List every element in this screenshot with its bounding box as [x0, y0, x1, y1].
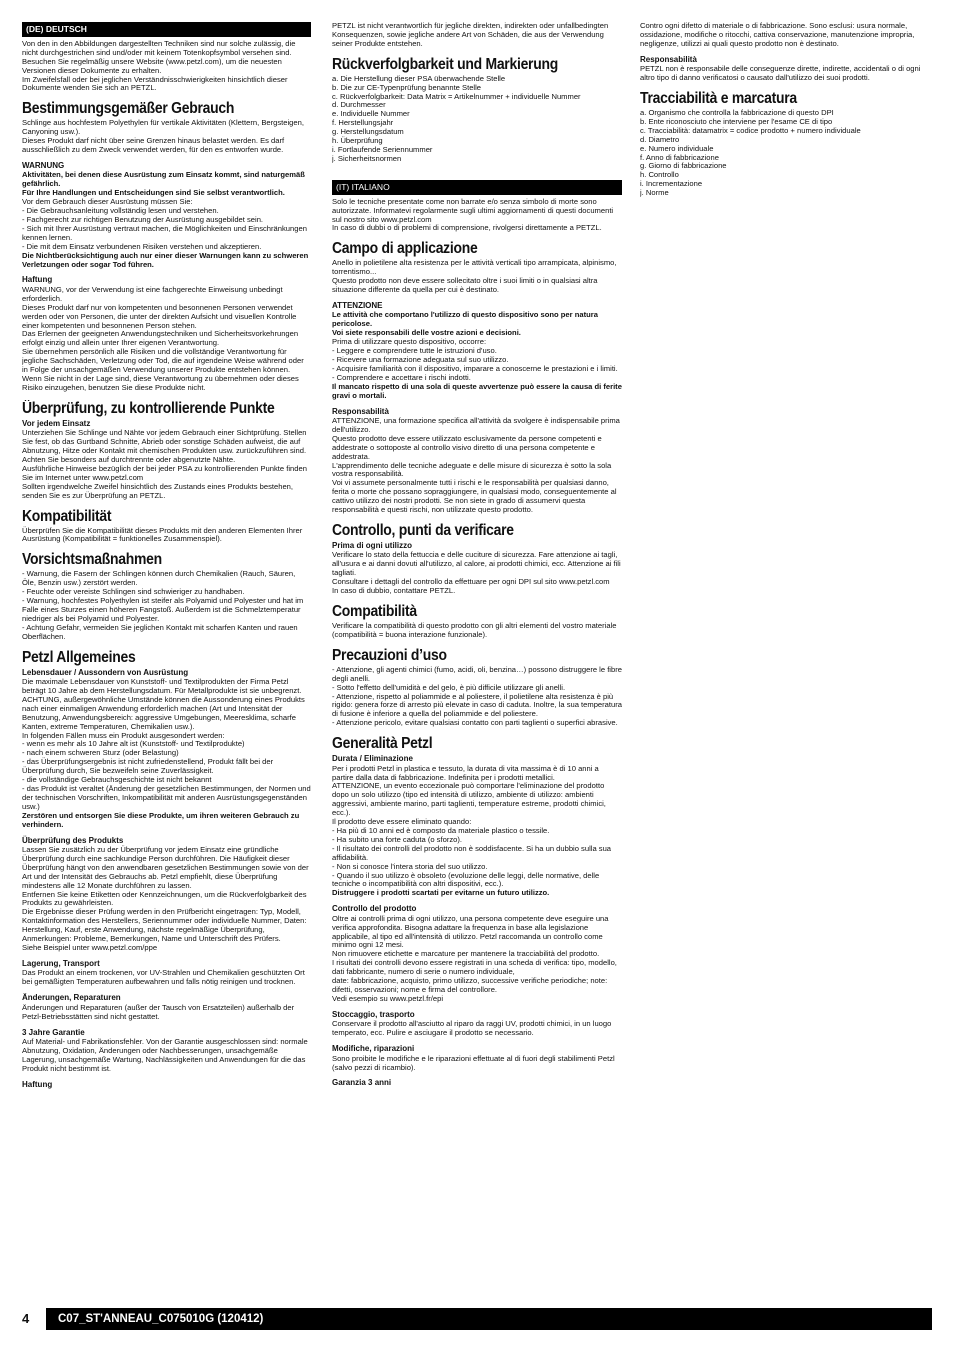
it-modifications-text: Sono proibite le modifiche e le riparazioni effettuate al di fuori degli stabilimenti Petzl (salvo pezzi di ricambio).: [332, 1053, 615, 1072]
de-storage-text: Das Produkt an einem trockenen, vor UV-Strahlen und Chemikalien geschützten Ort bei gemäßigten Temperaturen aufbewahren und falls nötig reinigen und trocknen.: [22, 968, 305, 987]
it-heading-general: Generalità Petzl: [332, 735, 433, 753]
column-german: [22, 22, 311, 1090]
it-check-subheading: Prima di ogni utilizzo: [332, 540, 412, 550]
de-traceability-list: a. Die Herstellung dieser PSA überwachende Stelle b. Die zur CE-Typenprüfung benannte Stelle c. Rückverfolgbarkeit: Data Matrix = Artikelnummer + individuelle Nummer d. Durchmesser e. Individuelle Nummer f. Herstellungsjahr g. Herstellungsdatum h. Überprüfung i. Fortlaufende Seriennummer j. Sicherheitsnormen: [332, 73, 581, 163]
de-modifications-heading: Änderungen, Reparaturen: [22, 993, 121, 1003]
it-responsibility-2-text: PETZL non è responsabile delle conseguenze dirette, indirette, accidentali o di ogni altro tipo di danno verificatosi o causato dall'utilizzo dei suoi prodotti.: [640, 64, 921, 83]
it-warning-heading: ATTENZIONE: [332, 300, 383, 310]
de-lifetime-text: Die maximale Lebensdauer von Kunststoff- und Textilprodukten der Firma Petzl beträgt 10 Jahre ab dem Herstellungsdatum. Für Metallprodukte ist sie unbegrenzt. ACHTUNG, außergewöhnliche Umstände können die Aussonderung eines Produkts nach einer einmaligen Anwendung erforderlich machen (Art und Intensität der Benutzung, Anwendungsbereich: aggressive Umgebungen, Meeresklima, scharfe Kanten, extreme Temperaturen, Chemikalien usw.). In folgenden Fällen muss ein Produkt ausgesondert werden: - wenn es mehr als 10 Jahre alt ist (Kunststoff- und Textilprodukte) - nach einem schweren Sturz (oder Belastung) - das Überprüfungsergebnis ist nicht zufriedenstellend, Produkt fällt bei der Überprüfung durch, Sie bezweifeln seine Zuverlässigkeit. - die vollständige Gebrauchsgeschichte ist nicht bekannt - das Produkt ist veraltet (Änderung der gesetzlichen Bestimmungen, der Normen und der technischen Vorschriften, Inkompatibilität mit anderen Ausrüstungsgegenständen usw.): [22, 677, 311, 811]
language-label-de: (DE) DEUTSCH: [22, 22, 311, 37]
de-intro: Von den in den Abbildungen dargestellten Techniken sind nur solche zulässig, die nicht durchgestrichen sind und/oder mit keinem Totenkopfsymbol versehen sind. Besuchen Sie regelmäßig unsere Website (www.petzl.com), um die neuesten Versionen dieser Dokumente zu erhalten. Im Zweifelsfall oder bei jeglichen Verständnisschwierigkeiten hinsichtlich dieser Dokumente wenden Sie sich an PETZL.: [22, 38, 296, 93]
it-warranty-text: Contro ogni difetto di materiale o di fabbricazione. Sono esclusi: usura normale, ossidazione, modifiche o ritocchi, cattiva conservazione, manutenzione impropria, negligenze, utilizzi ai quali questo prodotto non è destinato.: [640, 22, 915, 48]
it-warranty-heading: Garanzia 3 anni: [332, 1078, 392, 1088]
de-warning-text: Vor dem Gebrauch dieser Ausrüstung müssen Sie: - Die Gebrauchsanleitung vollständig lesen und verstehen. - Fachgerecht zur richtigen Benutzung der Ausrüstung ausgebildet sein. - Sich mit Ihrer Ausrüstung vertraut machen, die Möglichkeiten und Einschränkungen kennen lernen. - Die mit dem Einsatz verbundenen Risiken verstehen und akzeptieren.: [22, 197, 307, 251]
it-storage-heading: Stoccaggio, trasporto: [332, 1009, 415, 1019]
de-liability-2-heading: Haftung: [22, 1079, 53, 1089]
it-precautions-text: - Attenzione, gli agenti chimici (fumo, acidi, oli, benzina…) possono distruggere le fibre degli anelli. - Sotto l'effetto dell'umidità e del gelo, è più difficile utilizzare gli anelli. - Attenzione, rispetto al poliammide e al poliestere, il polietilene alta resistenza è più rigido: genera forze di arresto più elevate in caso di caduta. Inoltre, la sua temperatura di fusione è inferiore a quella del poliammide e del poliestere. - Attenzione pericolo, evitare qualsiasi contatto con parti taglienti o superfici abrasive.: [332, 664, 622, 728]
de-warning-heading: WARNUNG: [22, 160, 65, 170]
de-inspection-text: Lassen Sie zusätzlich zu der Überprüfung vor jedem Einsatz eine gründliche Überprüfung durch eine sachkundige Person durchführen. Die Häufigkeit dieser Überprüfung hängt von den anwendbaren gesetzlichen Bestimmungen sowie von der Art und der Intensität des Gebrauchs ab. Petzl empfiehlt, diese Überprüfung mindestens alle 12 Monate durchführen zu lassen. Entfernen Sie keine Etiketten oder Kennzeichnungen, um die Rückverfolgbarkeit des Produkts zu gewährleisten. Die Ergebnisse dieser Prüfung werden in den Prüfbericht eingetragen: Typ, Modell, Kontaktinformation des Herstellers, Seriennummer oder individuelle Nummer, Daten: Herstellung, Kauf, erste Anwendung, nächste regelmäßige Überprüfung, Anmerkungen: Probleme, Bemerkungen, Name und Unterschrift des Prüfers. Siehe Beispiel unter www.petzl.com/ppe: [22, 845, 309, 952]
it-warning-text: Prima di utilizzare questo dispositivo, occorre: - Leggere e comprendere tutte le istruzioni d'uso. - Ricevere una formazione adeguata sul suo utilizzo. - Acquisire familiarità con il dispositivo, imparare a conoscerne le prestazioni e i limiti. - Comprendere e accettare i rischi indotti.: [332, 337, 618, 382]
it-inspection-heading: Controllo del prodotto: [332, 904, 417, 914]
it-heading-precautions: Precauzioni d’uso: [332, 646, 447, 664]
de-storage-heading: Lagerung, Transport: [22, 958, 100, 968]
it-intro: Solo le tecniche presentate come non barrate e/o senza simbolo di morte sono autorizzate. Informatevi regolarmente sugli ultimi aggiornamenti di questi documenti sul nostro sito www.petzl.com In caso di dubbi o di problemi di comprensione, rivolgersi direttamente a PETZL.: [332, 196, 614, 233]
de-warranty-text: Auf Material- und Fabrikationsfehler. Von der Garantie ausgeschlossen sind: normale Abnutzung, Oxidation, Änderungen oder Nachbesserungen, unsachgemäße Lagerung, unsachgemäße Wartung, Nachlässigkeiten und Anwendungen für die das Produkt nicht bestimmt ist.: [22, 1037, 308, 1073]
it-traceability-list: a. Organismo che controlla la fabbricazione di questo DPI b. Ente riconosciuto che interviene per l'esame CE di tipo c. Tracciabilità: datamatrix = codice prodotto + numero individuale d. Diametro e. Numero individuale f. Anno di fabbricazione g. Giorno di fabbricazione h. Controllo i. Incrementazione j. Norme: [640, 108, 861, 198]
de-heading-compat: Kompatibilität: [22, 507, 112, 525]
it-responsibility-text: ATTENZIONE, una formazione specifica all'attività da svolgere è indispensabile prima dell'utilizzo. Questo prodotto deve essere utilizzato esclusivamente da persone competenti e addestrate o sottoposte al controllo visivo diretto di una persona competente e addestrata. L'apprendimento delle tecniche adeguate e delle misure di sicurezza è sotto la sola vostra responsabilità. Voi vi assumete personalmente tutti i rischi e le responsabilità per qualsiasi danno, ferita o morte che possano sopraggiungere, in qualsiasi modo, conseguentemente al cattivo utilizzo dei nostri prodotti. Se non siete in grado di assumervi questa responsabilità e questi rischi, non utilizzate questo prodotto.: [332, 416, 620, 515]
de-lifetime-heading: Lebensdauer / Aussondern von Ausrüstung: [22, 667, 189, 677]
de-liability-text: WARNUNG, vor der Verwendung ist eine fachgerechte Einweisung unbedingt erforderlich. Dieses Produkt darf nur von kompetenten und besonnenen Personen verwendet werden oder von Personen, die unter der direkten Aufsicht und visuellen Kontrolle einer kompetenten und besonnenen Person stehen. Das Erlernen der geeigneten Anwendungstechniken und Sicherheitsvorkehrungen erfolgt einzig und allein unter Ihrer eigenen Verantwortung. Sie übernehmen persönlich alle Risiken und die vollständige Verantwortung für jegliche Sachschäden, Verletzung oder Tod, die auf irgendeine Weise während oder in Folge der unsachgemäßen Verwendung unserer Produkte entstehen können. Wenn Sie nicht in der Lage sind, diese Verantwortung zu übernehmen oder dieses Risiko einzugehen, benutzen Sie diese Produkte nicht.: [22, 284, 304, 392]
de-heading-precautions: Vorsichtsmaßnahmen: [22, 551, 162, 569]
it-inspection-text: Oltre ai controlli prima di ogni utilizzo, una persona competente deve eseguire una verifica approfondita. Bisogna adattare la frequenza in base alla legislazione applicabile, al tipo ed all'intensità di utilizzo. Petzl raccomanda un controllo come minimo ogni 12 mesi. Non rimuovere etichette e marcature per mantenere la tracciabilità del prodotto. I risultati dei controlli devono essere registrati in una scheda di verifica: tipo, modello, dati fabbricante, numero di serie o numero individuale, date: fabbricazione, acquisto, primo utilizzo, successive verifiche periodiche; note: difetti, osservazioni; nome e firma del controllore. Vedi esempio su www.petzl.fr/epi: [332, 913, 617, 1003]
it-warning-bold-2: Il mancato rispetto di una sola di queste avvertenze può essere la causa di ferite gravi o mortali.: [332, 381, 622, 400]
it-use-text: Anello in polietilene alta resistenza per le attività verticali tipo arrampicata, alpinismo, torrentismo... Questo prodotto non deve essere sollecitato oltre i suoi limiti o in qualsiasi altra situazione differente da quella per cui è destinato.: [332, 258, 617, 295]
de-compat-text: Überprüfen Sie die Kompatibilität dieses Produkts mit den anderen Elementen Ihrer Ausrüstung (Kompatibilität = funktionelles Zusammenspiel).: [22, 525, 303, 544]
de-warning-bold: Aktivitäten, bei denen diese Ausrüstung zum Einsatz kommt, sind naturgemäß gefährlich. Für Ihre Handlungen und Entscheidungen sind Sie selbst verantwortlich.: [22, 170, 305, 198]
it-heading-traceability: Tracciabilità e marcatura: [640, 90, 797, 108]
it-storage-text: Conservare il prodotto all'asciutto al riparo da raggi UV, prodotti chimici, in un luogo temperato, ecc. Pulire e asciugare il prodotto se necessario.: [332, 1019, 612, 1038]
it-heading-check: Controllo, punti da verificare: [332, 521, 514, 539]
it-warning-bold: Le attività che comportano l'utilizzo di questo dispositivo sono per natura pericolose. Voi siete responsabili delle vostre azioni e decisioni.: [332, 310, 598, 338]
de-check-subheading: Vor jedem Einsatz: [22, 418, 91, 428]
column-middle: [332, 22, 622, 1089]
de-modifications-text: Änderungen und Reparaturen (außer der Tausch von Ersatzteilen) außerhalb der Petzl-Betriebsstätten sind nicht gestattet.: [22, 1002, 295, 1021]
de-precautions-text: - Warnung, die Fasern der Schlingen können durch Chemikalien (Rauch, Säuren, Öle, Benzin usw.) zerstört werden. - Feuchte oder vereiste Schlingen sind schwieriger zu handhaben. - Warnung, hochfestes Polyethylen ist steifer als Polyamid und Polyester und hat im Falle eines Sturzes einen höheren Fangstoß. Außerdem ist die Schmelztemperatur niedriger als bei Polyamid und Polyester. - Achtung Gefahr, vermeiden Sie jeglichen Kontakt mit scharfen Kanten und rauen Oberflächen.: [22, 569, 304, 641]
it-compat-text: Verificare la compatibilità di questo prodotto con gli altri elementi del vostro materiale (compatibilità = buona interazione funzionale).: [332, 621, 617, 639]
it-lifetime-heading: Durata / Eliminazione: [332, 754, 413, 764]
it-modifications-heading: Modifiche, riparazioni: [332, 1044, 415, 1054]
de-warranty-heading: 3 Jahre Garantie: [22, 1027, 85, 1037]
page-number: 4: [22, 1311, 30, 1326]
it-check-text: Verificare lo stato della fettuccia e delle cuciture di sicurezza. Fare attenzione ai tagli, all'usura e ai danni dovuti all'utilizzo, al calore, ai prodotti chimici, ecc. Attenzione ai fili tagliati. Consultare i dettagli del controllo da effettuare per ogni DPI sul sito www.petzl.com In caso di dubbio, contattare PETZL.: [332, 550, 621, 596]
language-label-it: (IT) ITALIANO: [332, 180, 622, 195]
de-use-text: Schlinge aus hochfestem Polyethylen für vertikale Aktivitäten (Klettern, Bergsteigen, Canyoning usw.). Dieses Produkt darf nicht über seine Grenzen hinaus belastet werden. Es darf ausschließlich zu dem Zweck verwendet werden, für den es entworfen wurde.: [22, 118, 304, 155]
it-lifetime-text: Per i prodotti Petzl in plastica e tessuto, la durata di vita massima è di 10 anni a partire dalla data di fabbricazione. Indefinita per i prodotti metallici. ATTENZIONE, un evento eccezionale può comportare l'eliminazione del prodotto dopo un solo utilizzo (tipo ed intensità di utilizzo, ambiente di utilizzo: ambienti aggressivi, ambiente marino, parti taglienti, temperature estreme, prodotti chimici, ecc.). Il prodotto deve essere eliminato quando: - Ha più di 10 anni ed è composto da materiale plastico o tessile. - Ha subito una forte caduta (o sforzo). - Il risultato dei controlli del prodotto non è soddisfacente. Si ha un dubbio sulla sua affidabilità. - Non si conosce l'intera storia del suo utilizzo. - Quando il suo utilizzo è obsoleto (evoluzione delle leggi, delle normative, delle tecniche o incompatibilità con altri dispositivi, ecc.).: [332, 763, 612, 889]
instruction-page: [22, 22, 932, 1292]
de-heading-use: Bestimmungsgemäßer Gebrauch: [22, 100, 235, 118]
de-liability-heading: Haftung: [22, 275, 53, 285]
de-heading-check: Überprüfung, zu kontrollierende Punkte: [22, 399, 275, 417]
it-responsibility-2-heading: Responsabilità: [640, 54, 697, 64]
de-check-text: Unterziehen Sie Schlinge und Nähte vor jedem Gebrauch einer Sichtprüfung. Stellen Sie fest, ob das Gurtband Schnitte, Abrieb oder sonstige Schäden aufweist, die auf Abnutzung, Hitze oder Kontakt mit chemischen Produkten usw. zurückzuführen sind. Achten Sie besonders auf durchtrennte oder abgenutzte Nähte. Ausführliche Hinweise bezüglich der bei jeder PSA zu kontrollierenden Punkte finden Sie im Internet unter www.petzl.com Sollten irgendwelche Zweifel hinsichtlich des Zustands eines Produkts bestehen, senden Sie es zur Überprüfung an PETZL.: [22, 428, 307, 500]
column-italian-end: [640, 22, 932, 198]
de-lifetime-bold: Zerstören und entsorgen Sie diese Produkte, um ihren weiteren Gebrauch zu verhindern.: [22, 810, 300, 829]
de-heading-general: Petzl Allgemeines: [22, 648, 136, 666]
it-responsibility-heading: Responsabilità: [332, 406, 389, 416]
de-inspection-heading: Überprüfung des Produkts: [22, 835, 124, 845]
page-footer: [22, 1308, 932, 1330]
it-heading-use: Campo di applicazione: [332, 240, 478, 258]
it-heading-compat: Compatibilità: [332, 603, 417, 620]
de-warning-bold-2: Die Nichtberücksichtigung auch nur einer dieser Warnungen kann zu schweren Verletzungen oder sogar Tod führen.: [22, 250, 309, 269]
it-lifetime-bold: Distruggere i prodotti scartati per evitarne un futuro utilizzo.: [332, 888, 550, 898]
de-liability-2-text: PETZL ist nicht verantwortlich für jegliche direkten, indirekten oder unfallbedingten Konsequenzen, sowie jegliche andere Art von Schäden, die aus der Verwendung seiner Produkte entstehen.: [332, 22, 609, 48]
footer-code-bar: C07_ST'ANNEAU_C075010G (120412): [46, 1308, 932, 1330]
de-heading-traceability: Rückverfolgbarkeit und Markierung: [332, 55, 558, 73]
